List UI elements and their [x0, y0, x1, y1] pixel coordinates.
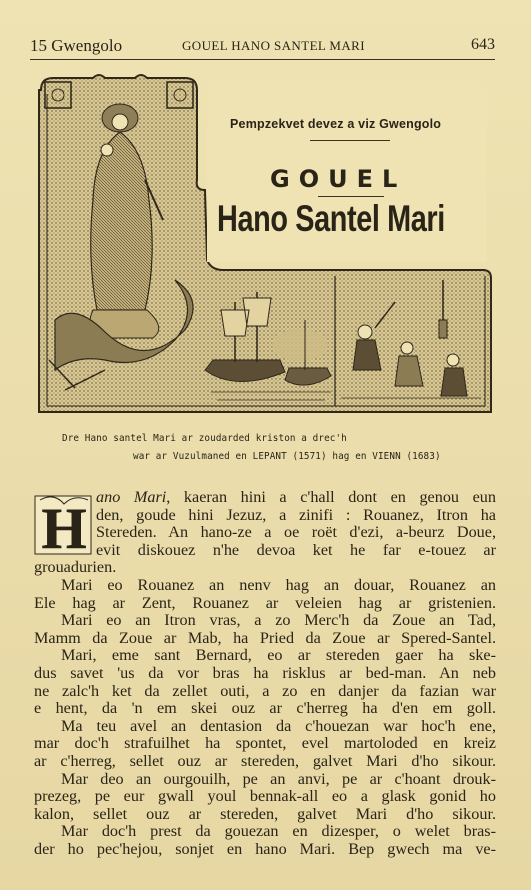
header-rule [30, 59, 495, 60]
body-line: evit diskouez n'he devoa ket he far e-touez ar [96, 540, 496, 559]
heading-large: Hano Santel Mari [217, 198, 445, 239]
body-line: mar doc'h strafuilhet ha spontet, evel martoloded en kreiz [34, 734, 496, 753]
body-text [34, 489, 496, 858]
running-header [30, 36, 495, 58]
body-line: Mamm da Zoue ar Mab, ha Pried da Zoue ar Spered-Santel. [34, 628, 496, 647]
body-line: Mari, eme sant Bernard, eo ar stereden gaer ha ske- [61, 646, 496, 665]
illustration-caption-line-1: Dre Hano santel Mari ar zoudarded kriston a drec'h [62, 433, 347, 444]
body-line: grouadurien. [34, 558, 117, 577]
body-line: Mari eo an Itron vras, a zo Merc'h da Zoue an Tad, [61, 611, 496, 630]
body-line: dus savet 'us da vor bras ha risklus ar bed-man. An neb [34, 663, 496, 682]
body-line: den, goude hini Jezuz, a zinifi : Rouanez, Itron ha [96, 505, 496, 524]
body-line: Mar deo an ourgouilh, pe an anvi, pe ar c'hoant drouk- [61, 769, 496, 788]
title-rule-bottom [318, 196, 384, 197]
body-line: Mari eo Rouanez an nenv hag an douar, Rouanez an [61, 575, 496, 594]
page-number: 643 [471, 36, 495, 53]
body-line: ne zalc'h ket da zellet outi, a zo en danjer da fazian war [34, 681, 496, 700]
body-line: prezeg, pe eur gwall youl bennak-all eo a glask gonid ho [34, 787, 496, 806]
drop-cap-letter: H [41, 496, 87, 558]
body-line: ar c'herreg, sellet ouz ar stereden, galvet Mari d'ho sikour. [34, 751, 496, 770]
illustration-caption-line-2: war ar Vuzulmaned en LEPANT (1571) hag en VIENN (1683) [133, 451, 441, 462]
body-line: Mar doc'h prest da gouezan en dizesper, o welet bras- [61, 822, 496, 841]
body-line: Stereden. An hano-ze a oe roët d'ezi, a-beurz Doue, [96, 523, 496, 542]
header-date: 15 Gwengolo [30, 36, 123, 55]
heading-small: GOUEL [270, 165, 407, 193]
body-line: kalon, sellet ouz ar stereden, galvet Mari d'ho sikour. [34, 804, 496, 823]
feast-subtitle: Pempzekvet devez a viz Gwengolo [230, 117, 442, 131]
body-line: e hent, da 'n em skei ouz ar c'herreg ha d'en em goll. [34, 699, 496, 718]
title-rule-top [310, 140, 390, 141]
body-line: Ma teu avel an dentasion da c'houezan war hoc'h ene, [61, 716, 496, 735]
header-title: GOUEL HANO SANTEL MARI [182, 38, 365, 53]
body-line: der ho pec'hejou, sonjet en hano Mari. Bep gwech ma ve- [34, 839, 496, 858]
body-line: Ele hag ar Zent, Rouanez ar veleien hag ar gristenien. [34, 593, 496, 612]
body-line: ano Mari, kaeran hini a c'hall dont en genou eun [96, 488, 496, 506]
